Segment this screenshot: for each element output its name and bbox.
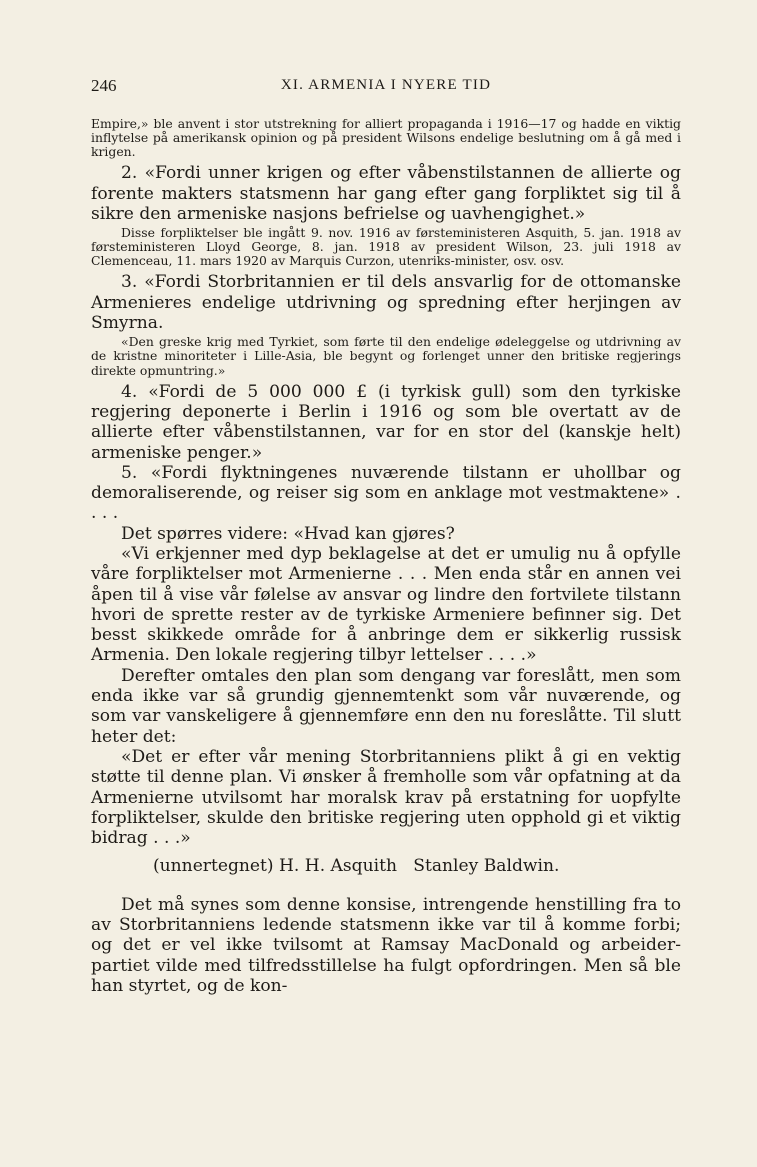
paragraph-greek-war: «Den greske krig med Tyrkiet, som førte til den endelige ødeleggelse og utdrivning av de kristne minoriteter i Lille-Asia, ble begynt og forlenget unner den britiske regjerings direkte opmuntring.» [91,334,681,378]
paragraph-point-2: 2. «Fordi unner krigen og efter våbenstilstannen de allierte og forente makters statsmenn har gang efter gang forpliktet sig til å sikre den armeniske nasjons befrielse og uavhengighet.» [91,163,681,224]
paragraph-commitments: Disse forpliktelser ble ingått 9. nov. 1916 av førsteministeren Asquith, 5. jan. 1918 av førsteministeren Lloyd George, 8. jan. 1918 av president Wilson, 23. juli 1918 av Clemenceau, 11. mars 1920 av Marquis Curzon, utenriks-minister, osv. osv. [91,225,681,269]
page-body [91,117,681,996]
paragraph-point-3: 3. «Fordi Storbritannien er til dels ansvarlig for de ottomanske Armenieres endelige utdrivning og spredning efter herjingen av Smyrna. [91,272,681,334]
paragraph-footnote-empire: Empire,» ble anvent i stor utstrekning for alliert propaganda i 1916—17 og hadde en viktig inflytelse på amerikansk opinion og på president Wilsons endelige beslutning om å gå med i krigen. [91,116,681,160]
page-number: 246 [91,76,117,95]
paragraph-question: Det spørres videre: «Hvad kan gjøres? [121,523,455,544]
running-head: XI. ARMENIA I NYERE TID [280,77,492,93]
paragraph-duty: «Det er efter vår mening Storbritanniens plikt å gi en vektig støtte til denne plan. Vi ønsker å fremholle som vår opfatning at da Armenierne utvilsomt har moralsk krav på erstatning for uopfylte forpliktelser, skulde den britiske regjering uten opphold gi et viktig bidrag . . .» [91,746,681,849]
paragraph-point-4: 4. «Fordi de 5 000 000 £ (i tyrkisk gull) som den tyrkiske regjering deponerte i Berlin i 1916 og som ble overtatt av de allierte efter våbenstilstannen, var for en stor del (kanskje helt) armeniske penger.» [91,381,681,463]
paragraph-acknowledgement: «Vi erkjenner med dyp beklagelse at det er umulig nu å opfylle våre forpliktelser mot Armenierne . . . Men enda står en annen vei åpen til å vise vår følelse av ansvar og lindre den fortvilete tilstann hvori de sprette rester av de tyrkiske Armeniere befinner sig. Det besst skikkede område for å anbringe dem er sikkerlig russisk Armenia. Den lokale regjering tilbyr lettelser . . . .» [91,544,681,666]
page-header [91,76,681,98]
signature-line: (unnertegnet) H. H. Asquith Stanley Baldwin. [153,856,560,877]
paragraph-plan: Derefter omtales den plan som dengang var foreslått, men som enda ikke var så grundig gjennemtenkt som vår nuværende, og som var vanskeligere å gjennemføre enn den nu foreslåtte. Til slutt heter det: [91,665,681,747]
paragraph-conclusion: Det må synes som denne konsise, intrengende henstilling fra to av Storbritanniens ledende statsmenn ikke var til å komme forbi; og det er vel ikke tvilsomt at Ramsay MacDonald og arbeider-partiet vilde med tilfredsstillelse ha fulgt opfordringen. Men så ble han styrtet, og de kon- [91,894,681,996]
paragraph-point-5: 5. «Fordi flyktningenes nuværende tilstann er uhollbar og demoraliserende, og reiser sig som en anklage mot vestmaktene» . . . . [91,462,681,524]
